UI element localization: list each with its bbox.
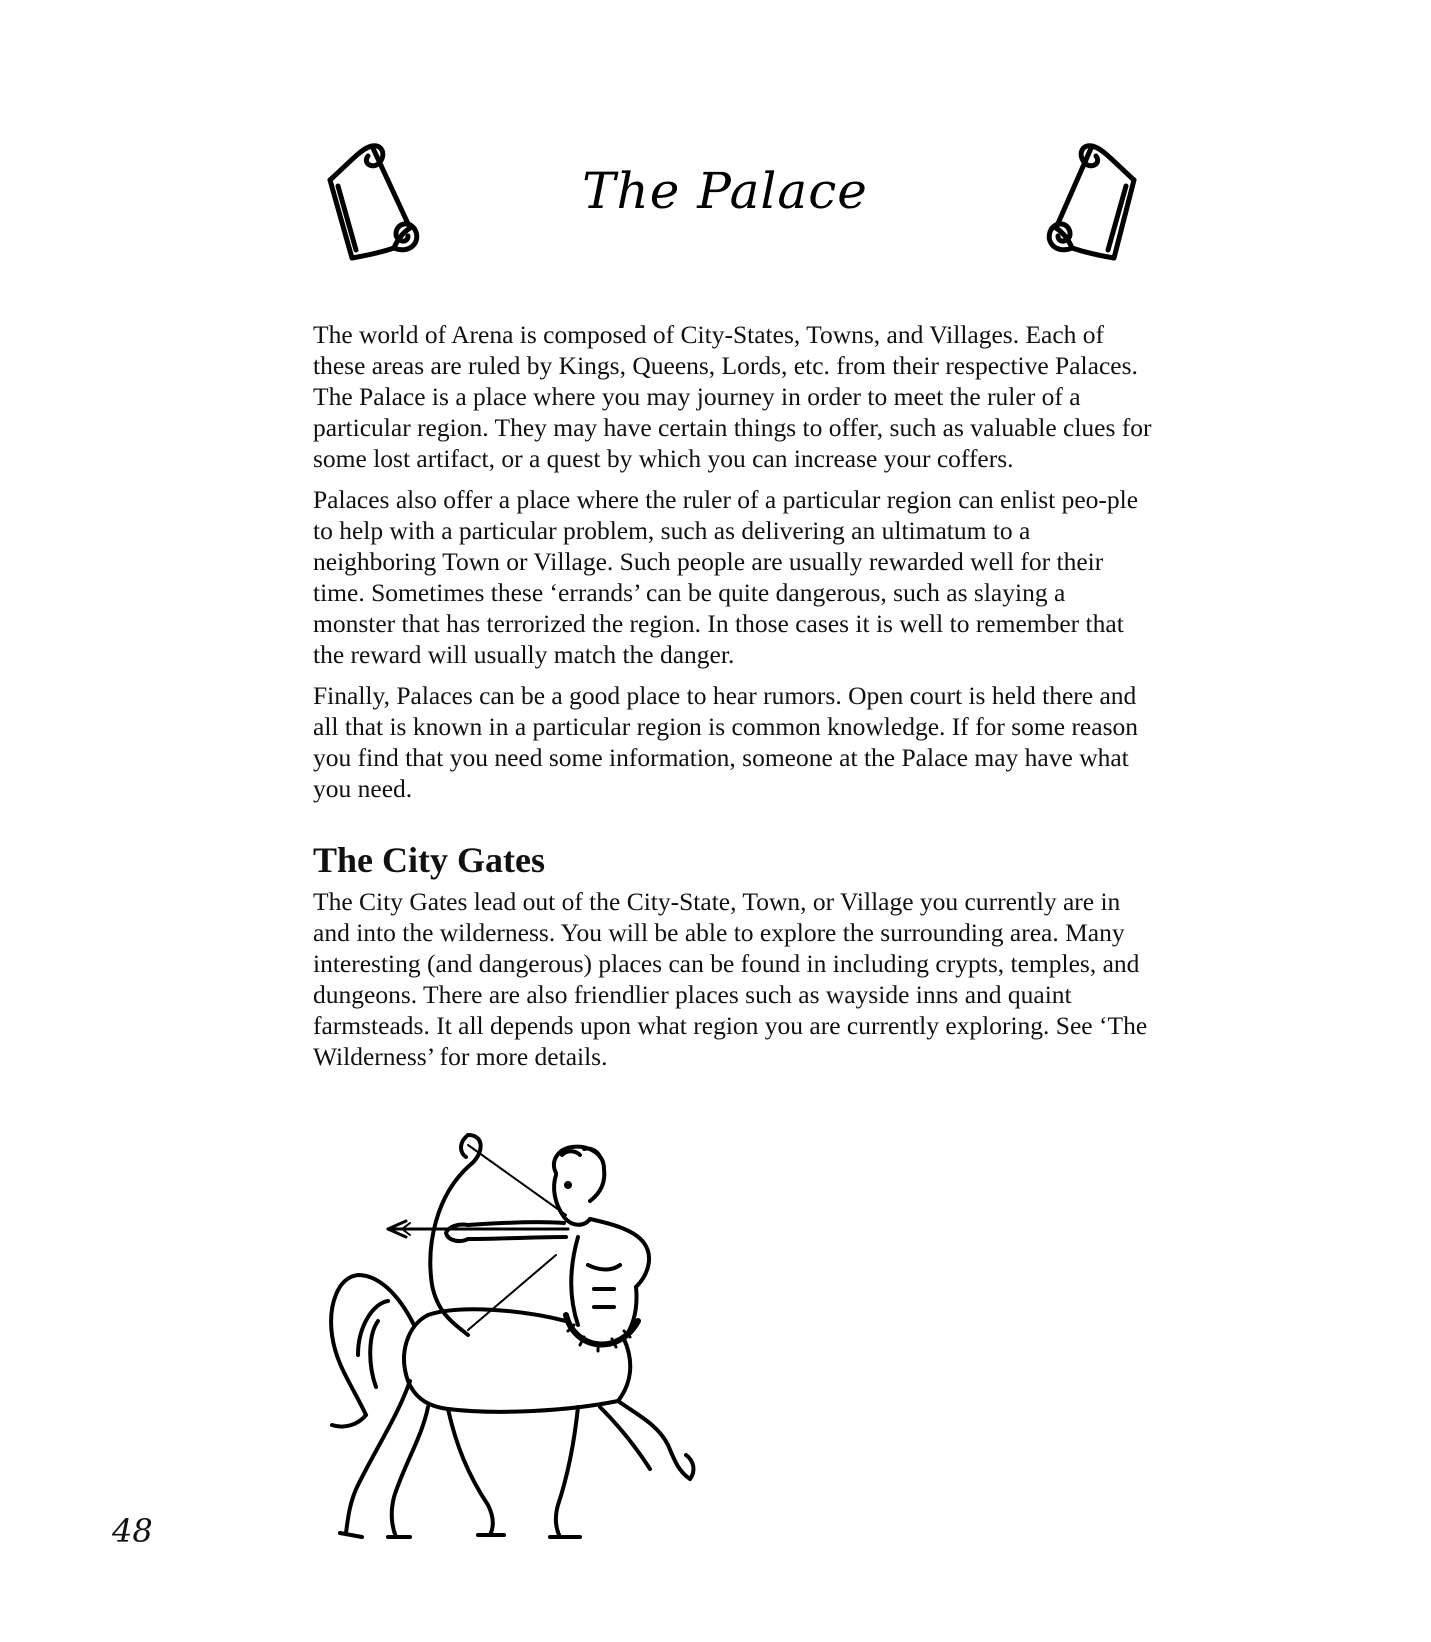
page-number: 48 — [112, 1512, 153, 1550]
centaur-archer-illustration — [318, 1125, 708, 1550]
page-header — [300, 140, 1150, 280]
paragraph-city-gates: The City Gates lead out of the City-State, Town, or Village you currently are in and into the wilderness. You will be able to explore the surrounding area. Many interesting (and dangerous) places can be found in including crypts, temples, and dungeons. There are also friendlier places such as wayside inns and quaint farmsteads. It all depends upon what region you are currently exploring. See ‘The Wilderness’ for more details. — [313, 887, 1148, 1071]
scroll-icon — [1038, 140, 1153, 275]
main-content — [313, 319, 1153, 1082]
paragraph-rumors: Finally, Palaces can be a good place to hear rumors. Open court is held there and all that is known in a particular region is common knowledge. If for some reason you find that you need some information, someone at the Palace may have what you need. — [313, 681, 1138, 803]
paragraph-intro: The world of Arena is composed of City-States, Towns, and Villages. Each of these areas are ruled by Kings, Queens, Lords, etc. from their respective Palaces. The Palace is a place where you may journey in order to meet the ruler of a particular region. They may have certain things to offer, such as valuable clues for some lost artifact, or a quest by which you can increase your coffers. — [313, 320, 1152, 473]
section-heading: The City Gates — [313, 840, 545, 880]
page-title: The Palace — [582, 162, 868, 220]
paragraph-enlist: Palaces also offer a place where the ruler of a particular region can enlist peo-ple to help with a particular problem, such as delivering an ultimatum to a neighboring Town or Village. Such people are usually rewarded well for their time. Sometimes these ‘errands’ can be quite dangerous, such as slaying a monster that has terrorized the region. In those cases it is well to remember that the reward will usually match the danger. — [313, 485, 1139, 669]
